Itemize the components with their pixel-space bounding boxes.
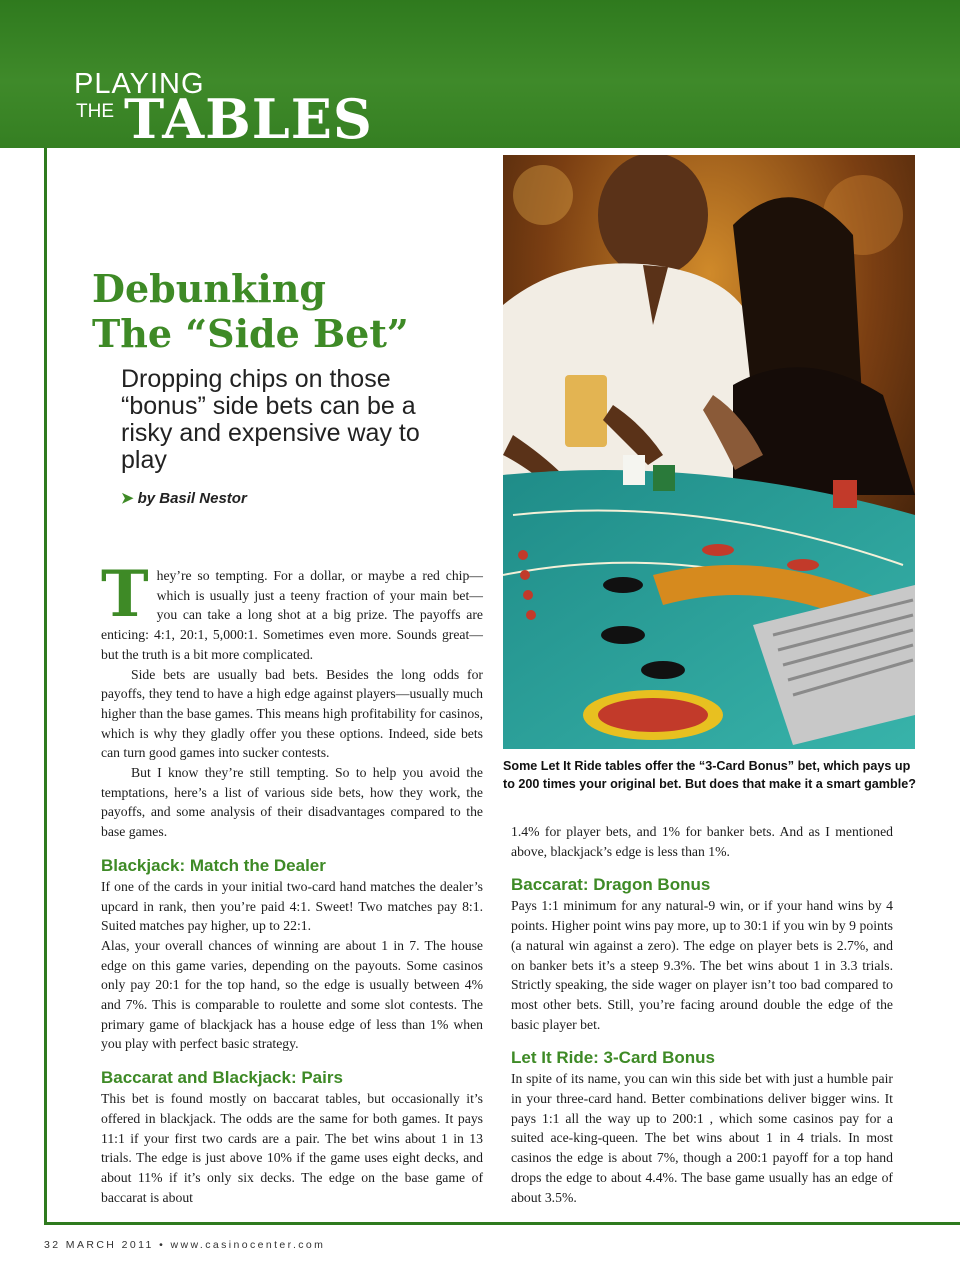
section-kicker-the: THE — [76, 101, 114, 122]
section-banner — [0, 0, 960, 151]
article-title — [92, 266, 472, 356]
body-paragraph-1: hey’re so tempting. For a dollar, or maybe a red chip—which is usually just a teeny fraction of your main bet—you can take a long shot at a big prize. The payoffs are enticing: 4:1, 20:1, 5,000:1. Sometimes even more. Sounds great—but the truth is a bit more complicated. — [101, 568, 483, 662]
body-paragraph-8: Pays 1:1 minimum for any natural-9 win, or if your hand wins by 4 points. Higher point wins pay more, up to 30:1 if you win by 9 points (a natural win against a zero). The edge on player bets is 2.7%, and on banker bets it’s a steep 9.3%. The bet wins about 1 in 3.3 trials. Strictly speaking, the side wager on player isn’t too bad compared to most other bets. Still, you’re facing around double the edge of the basic player bet. — [511, 898, 893, 1032]
section-kicker-tables: TABLES — [124, 87, 373, 151]
body-paragraph-5: Alas, your overall chances of winning are about 1 in 7. The house edge on this game varies, depending on the payouts. Some casinos only pay 20:1 for the top hand, so the edge is usually between 4% and 7%. This is comparable to roulette and some slot contests. The primary game of blackjack has a house edge of less than 1% when you play with perfect basic strategy. — [101, 937, 483, 1052]
page-frame-left-rule — [44, 148, 47, 1223]
body-paragraph-3: But I know they’re still tempting. So to help you avoid the temptations, here’s a list of various side bets, how they work, the payoffs, and some analysis of their disadvantages compared to the base games. — [101, 765, 483, 840]
subhead-blackjack-match: Blackjack: Match the Dealer — [101, 855, 326, 875]
body-column-left — [101, 557, 483, 1207]
body-column-right — [511, 822, 893, 1207]
subhead-pairs: Baccarat and Blackjack: Pairs — [101, 1068, 343, 1088]
article-title-line2: The “Side Bet” — [92, 311, 409, 356]
body-paragraph-4: If one of the cards in your initial two-card hand matches the dealer’s upcard in rank, then you’re paid 4:1. Sweet! Two matches pay 8:1. Suited matches pay higher, up to 22:1. — [101, 878, 483, 934]
photo-caption: Some Let It Ride tables offer the “3-Card Bonus” bet, which pays up to 200 times your original bet. But does that make it a smart gamble? — [503, 759, 916, 791]
drop-cap: T — [101, 557, 149, 632]
byline-text: by Basil Nestor — [137, 490, 247, 507]
body-paragraph-9: In spite of its name, you can win this side bet with just a humble pair in your three-card hand. Better combinations deliver bigger wins. It pays 1:1 all the way up to 200:1 , which some casinos pay for a suited ace-king-queen. The bet wins about 1 in 4 trials. In most casinos the edge is about 7%, though a 200:1 payoff for a top hand drops the edge to about 4.4%. The base game usually has an edge of about 3.5%. — [511, 1071, 893, 1205]
page-footer: 32 MARCH 2011 • www.casinocenter.com — [44, 1239, 326, 1251]
subhead-dragon-bonus: Baccarat: Dragon Bonus — [511, 875, 711, 895]
page-frame-bottom-rule — [44, 1222, 960, 1225]
body-paragraph-7: 1.4% for player bets, and 1% for banker bets. And as I mentioned above, blackjack’s edge is less than 1%. — [511, 824, 893, 859]
section-kicker-playing: PLAYING — [74, 68, 205, 100]
article-deck: Dropping chips on those “bonus” side bets can be a risky and expensive way to play — [121, 365, 420, 474]
article-title-line1: Debunking — [92, 266, 326, 311]
casino-table-photo — [503, 155, 915, 749]
arrow-right-icon: ➤ — [121, 490, 134, 507]
subhead-let-it-ride: Let It Ride: 3-Card Bonus — [511, 1048, 716, 1068]
body-paragraph-2: Side bets are usually bad bets. Besides the long odds for payoffs, they tend to have a high edge against players—usually much higher than the base games. This means high profitability for casinos, which is why they gladly offer you these options. Indeed, side bets can turn good games into sucker contests. — [101, 666, 483, 761]
body-paragraph-6: This bet is found mostly on baccarat tables, but occasionally it’s offered in blackjack. The odds are the same for both games. It pays 11:1 if your first two cards are a pair. The bet wins about 1 in 13 trials. The edge is just above 10% if the game uses eight decks, and about 11% if it’s only six decks. The edge on the base game of baccarat is about — [101, 1091, 483, 1205]
byline — [121, 489, 247, 507]
